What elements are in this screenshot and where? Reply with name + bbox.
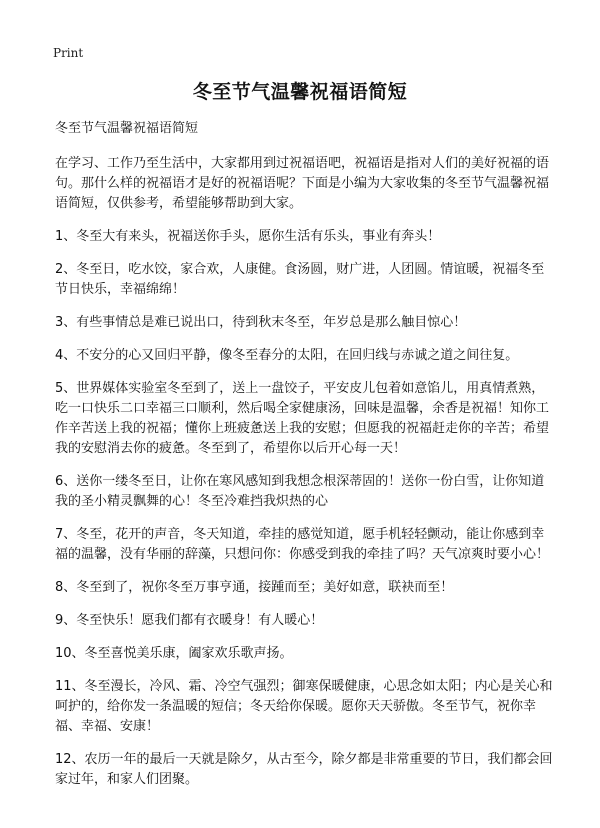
list-item: 11、冬至漫长，冷风、霜、冷空气强烈；御寒保暖健康，心思念如太阳；内心是关心和呵护的，给你发一条温暖的短信；冬天给你保暖。愿你天天骄傲。冬至节气，祝你幸福、幸福、安康！ bbox=[55, 679, 553, 734]
list-item: 9、冬至快乐！愿我们都有衣暖身！有人暖心！ bbox=[55, 613, 324, 628]
list-item: 2、冬至日，吃水饺，家合欢，人康健。食汤圆，财广进，人团圆。情谊暖，祝福冬至节日快乐，幸福绵绵！ bbox=[55, 262, 545, 297]
list-item: 4、不安分的心又回归平静，像冬至春分的太阳，在回归线与赤诚之道之间往复。 bbox=[55, 348, 519, 363]
article-body bbox=[55, 119, 555, 803]
list-item: 12、农历一年的最后一天就是除夕，从古至今，除夕都是非常重要的节日，我们都会回家过年，和家人们团聚。 bbox=[55, 752, 553, 787]
page-title: 冬至节气温馨祝福语简短 bbox=[192, 81, 408, 103]
print-link[interactable]: Print bbox=[53, 46, 84, 60]
list-item: 6、送你一缕冬至日，让你在寒风感知到我想念根深蒂固的！送你一份白雪，让你知道我的圣小精灵飘舞的心！冬至冷难挡我炽热的心 bbox=[55, 474, 545, 509]
list-item: 10、冬至喜悦美乐康，阖家欢乐歌声扬。 bbox=[55, 646, 293, 661]
list-item: 5、世界媒体实验室冬至到了，送上一盘饺子，平安皮儿包着如意馅儿，用真情煮熟，吃一口快乐二口幸福三口顺利，然后喝全家健康汤，回味是温馨，余香是祝福！知你工作辛苦送上我的祝福；懂你上班疲惫送上我的安慰；但愿我的祝福赶走你的辛苦；希望我的安慰消去你的疲惫。冬至到了，希望你以后开心每一天！ bbox=[55, 381, 550, 456]
intro-paragraph: 在学习、工作乃至生活中，大家都用到过祝福语吧，祝福语是指对人们的美好祝福的语句。那什么样的祝福语才是好的祝福语呢？下面是小编为大家收集的冬至节气温馨祝福语简短，仅供参考，希望能够帮助到大家。 bbox=[55, 156, 550, 211]
list-item: 8、冬至到了，祝你冬至万事亨通，接踵而至；美好如意，联袂而至！ bbox=[55, 580, 454, 595]
list-item: 3、有些事情总是难已说出口，待到秋末冬至，年岁总是那么触目惊心！ bbox=[55, 315, 467, 330]
list-item: 7、冬至，花开的声音，冬天知道，牵挂的感觉知道，愿手机轻轻颤动，能让你感到幸福的温馨，没有华丽的辞藻，只想问你：你感受到我的牵挂了吗？天气凉爽时要小心！ bbox=[55, 527, 550, 562]
article-subtitle: 冬至节气温馨祝福语简短 bbox=[55, 121, 199, 136]
list-item: 1、冬至大有来头，祝福送你手头，愿你生活有乐头，事业有奔头！ bbox=[55, 229, 441, 244]
